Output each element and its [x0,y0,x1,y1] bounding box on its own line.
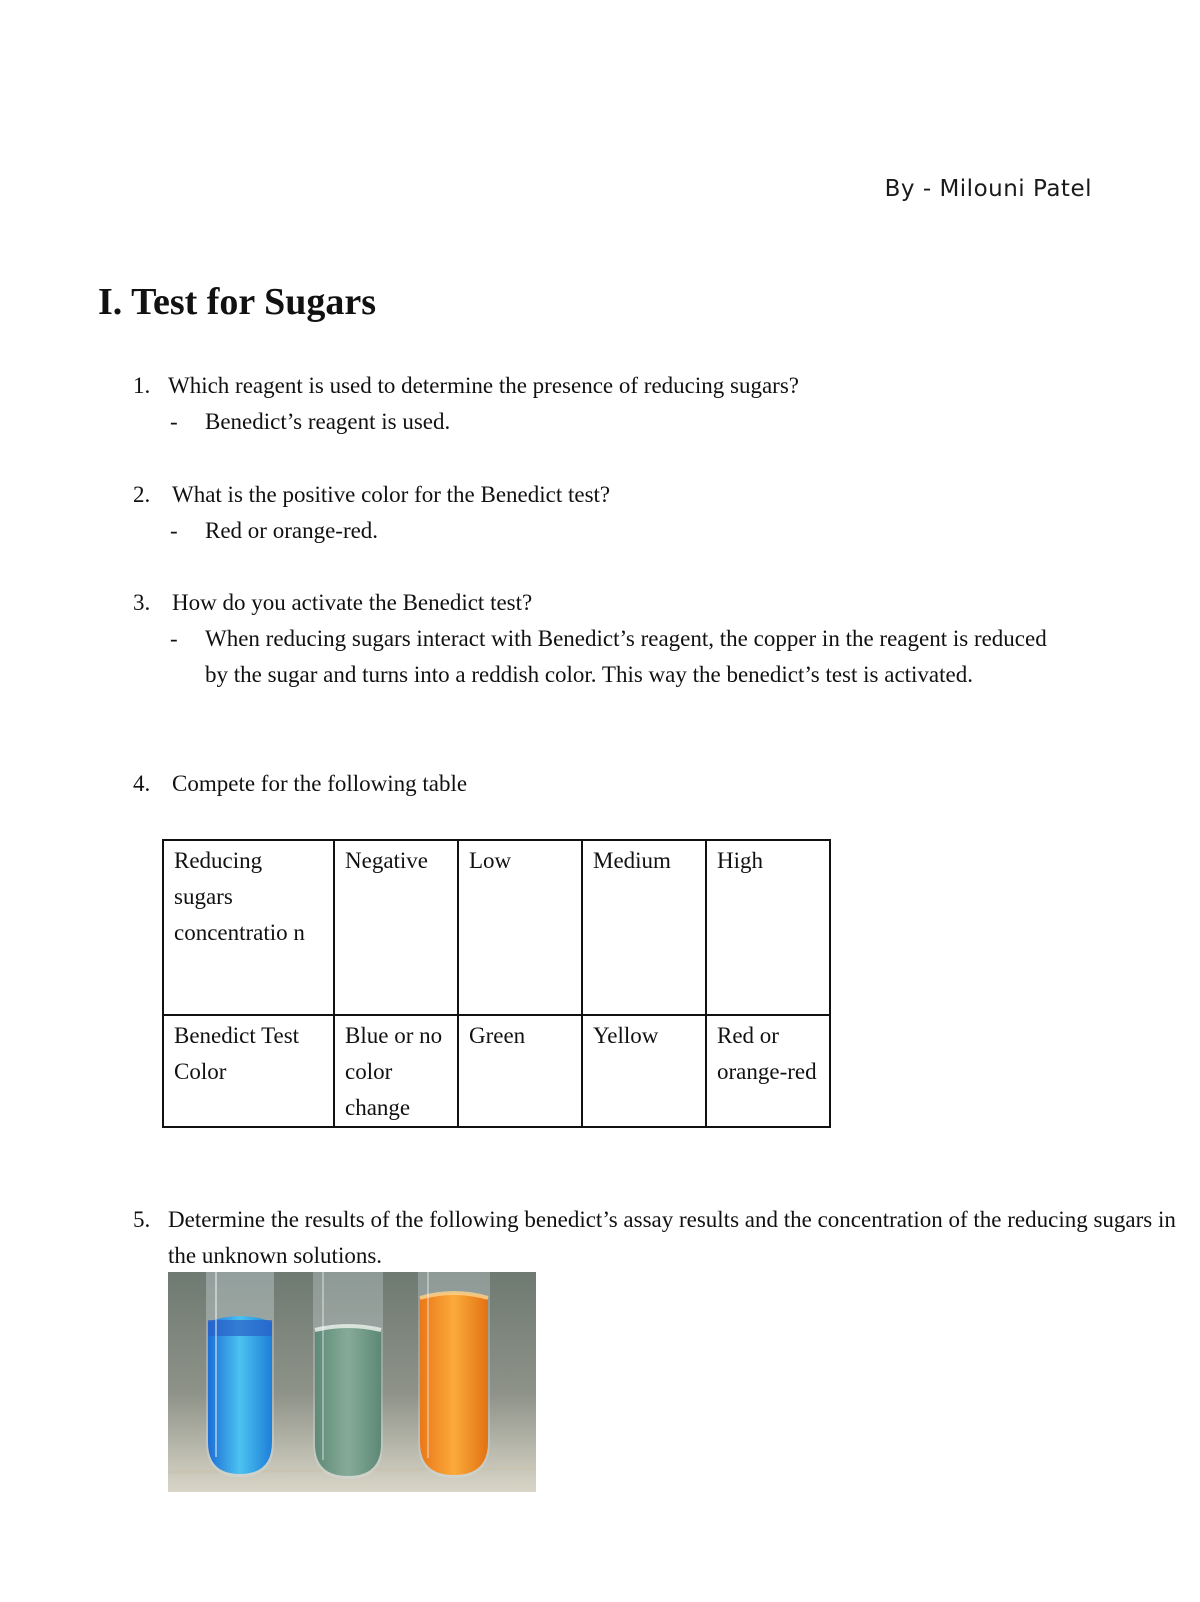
question-line [0,766,1200,802]
question-number: 3. [133,590,151,615]
question-number: 1. [133,373,151,398]
answer-dash: - [170,409,178,434]
section-title: I. Test for Sugars [98,281,377,323]
question-number: 2. [133,482,151,507]
table-cell: Red or orange-red [706,1015,830,1127]
question-line [0,585,1200,621]
answer-dash: - [170,626,178,651]
question-line [0,1202,1200,1274]
table-cell: Low [458,840,582,1015]
table-cell: Blue or no color change [334,1015,458,1127]
question-2 [0,477,1200,549]
green-tube [313,1272,383,1479]
question-1 [0,368,1200,440]
table-cell: Negative [334,840,458,1015]
answer-text: Red or orange-red. [205,518,379,543]
table-cell: Benedict Test Color [163,1015,334,1127]
answer-line [0,621,1200,693]
answer-line [0,513,1200,549]
answer-dash: - [170,518,178,543]
table-row [163,840,830,1015]
question-text: Compete for the following table [172,771,468,796]
question-text: What is the positive color for the Benedict test? [172,482,611,507]
table-cell: Reducing sugars concentratio n [163,840,334,1015]
table-cell: High [706,840,830,1015]
question-text: Determine the results of the following benedict’s assay results and the concentration of the reducing sugars in the unknown solutions. [168,1207,1176,1268]
question-line [0,477,1200,513]
orange-tube [418,1272,490,1478]
table-cell: Green [458,1015,582,1127]
question-number: 5. [133,1207,151,1232]
question-3 [0,585,1200,693]
question-5 [0,1202,1200,1274]
question-number: 4. [133,771,151,796]
answer-text: When reducing sugars interact with Benedict’s reagent, the copper in the reagent is reduced by the sugar and turns into a reddish color. This way the benedict’s test is activated. [205,626,1047,687]
test-tubes-photo [168,1272,536,1492]
question-text: Which reagent is used to determine the presence of reducing sugars? [168,373,799,398]
answer-line [0,404,1200,440]
table-row [163,1015,830,1127]
blue-tube [206,1272,274,1477]
author-line: By - Milouni Patel [884,176,1092,202]
question-text: How do you activate the Benedict test? [172,590,533,615]
question-line [0,368,1200,404]
table-cell: Yellow [582,1015,706,1127]
table-cell: Medium [582,840,706,1015]
sugar-concentration-table [162,839,831,1128]
answer-text: Benedict’s reagent is used. [205,409,451,434]
question-4 [0,766,1200,802]
